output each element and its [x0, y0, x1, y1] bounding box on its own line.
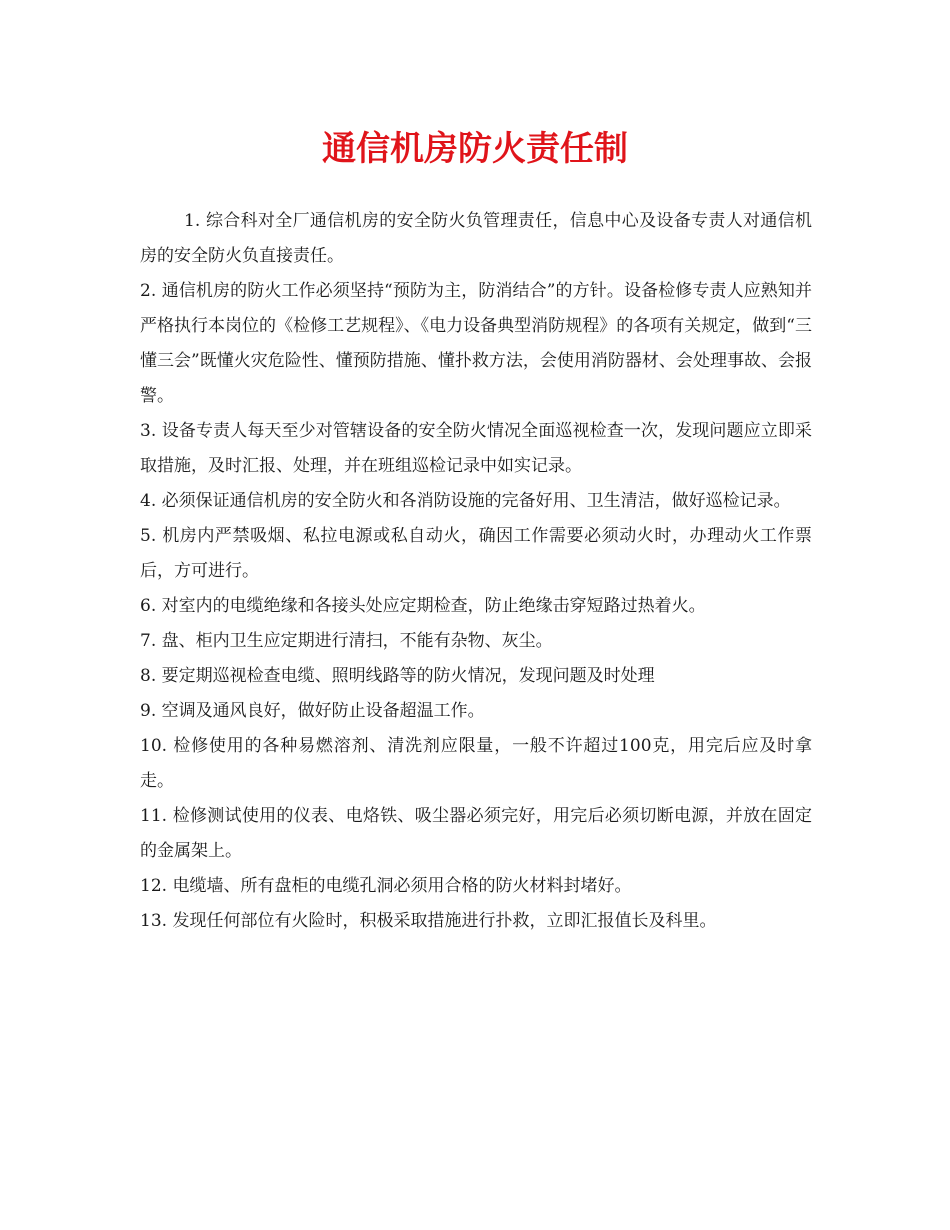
paragraph-3: 3. 设备专责人每天至少对管辖设备的安全防火情况全面巡视检查一次，发现问题应立即采取措施，及时汇报、处理，并在班组巡检记录中如实记录。 [140, 421, 812, 476]
paragraph-12: 12. 电缆墙、所有盘柜的电缆孔洞必须用合格的防火材料封堵好。 [140, 876, 632, 896]
paragraph-11: 11. 检修测试使用的仪表、电烙铁、吸尘器必须完好，用完后必须切断电源，并放在固定的金属架上。 [140, 806, 812, 861]
paragraph-6: 6. 对室内的电缆绝缘和各接头处应定期检查，防止绝缘击穿短路过热着火。 [140, 596, 706, 616]
document-title: 通信机房防火责任制 [322, 129, 628, 169]
paragraph-2: 2. 通信机房的防火工作必须坚持“预防为主，防消结合”的方针。设备检修专责人应熟知并严格执行本岗位的《检修工艺规程》、《电力设备典型消防规程》的各项有关规定，做到“三懂三会”既懂火灾危险性、懂预防措施、懂扑救方法，会使用消防器材、会处理事故、会报警。 [140, 281, 812, 406]
paragraph-9: 9. 空调及通风良好，做好防止设备超温工作。 [140, 701, 485, 721]
paragraph-7: 7. 盘、柜内卫生应定期进行清扫，不能有杂物、灰尘。 [140, 631, 553, 651]
paragraph-1: 1. 综合科对全厂通信机房的安全防火负管理责任，信息中心及设备专责人对通信机房的安全防火负直接责任。 [140, 211, 812, 266]
paragraph-4: 4. 必须保证通信机房的安全防火和各消防设施的完备好用、卫生清洁，做好巡检记录。 [140, 491, 791, 511]
paragraph-8: 8. 要定期巡视检查电缆、照明线路等的防火情况，发现问题及时处理 [140, 666, 655, 686]
document-body [140, 204, 812, 939]
paragraph-13: 13. 发现任何部位有火险时，积极采取措施进行扑救，立即汇报值长及科里。 [140, 911, 717, 931]
paragraph-10: 10. 检修使用的各种易燃溶剂、清洗剂应限量，一般不许超过100克，用完后应及时拿走。 [140, 736, 812, 791]
paragraph-5: 5. 机房内严禁吸烟、私拉电源或私自动火，确因工作需要必须动火时，办理动火工作票后，方可进行。 [140, 526, 812, 581]
